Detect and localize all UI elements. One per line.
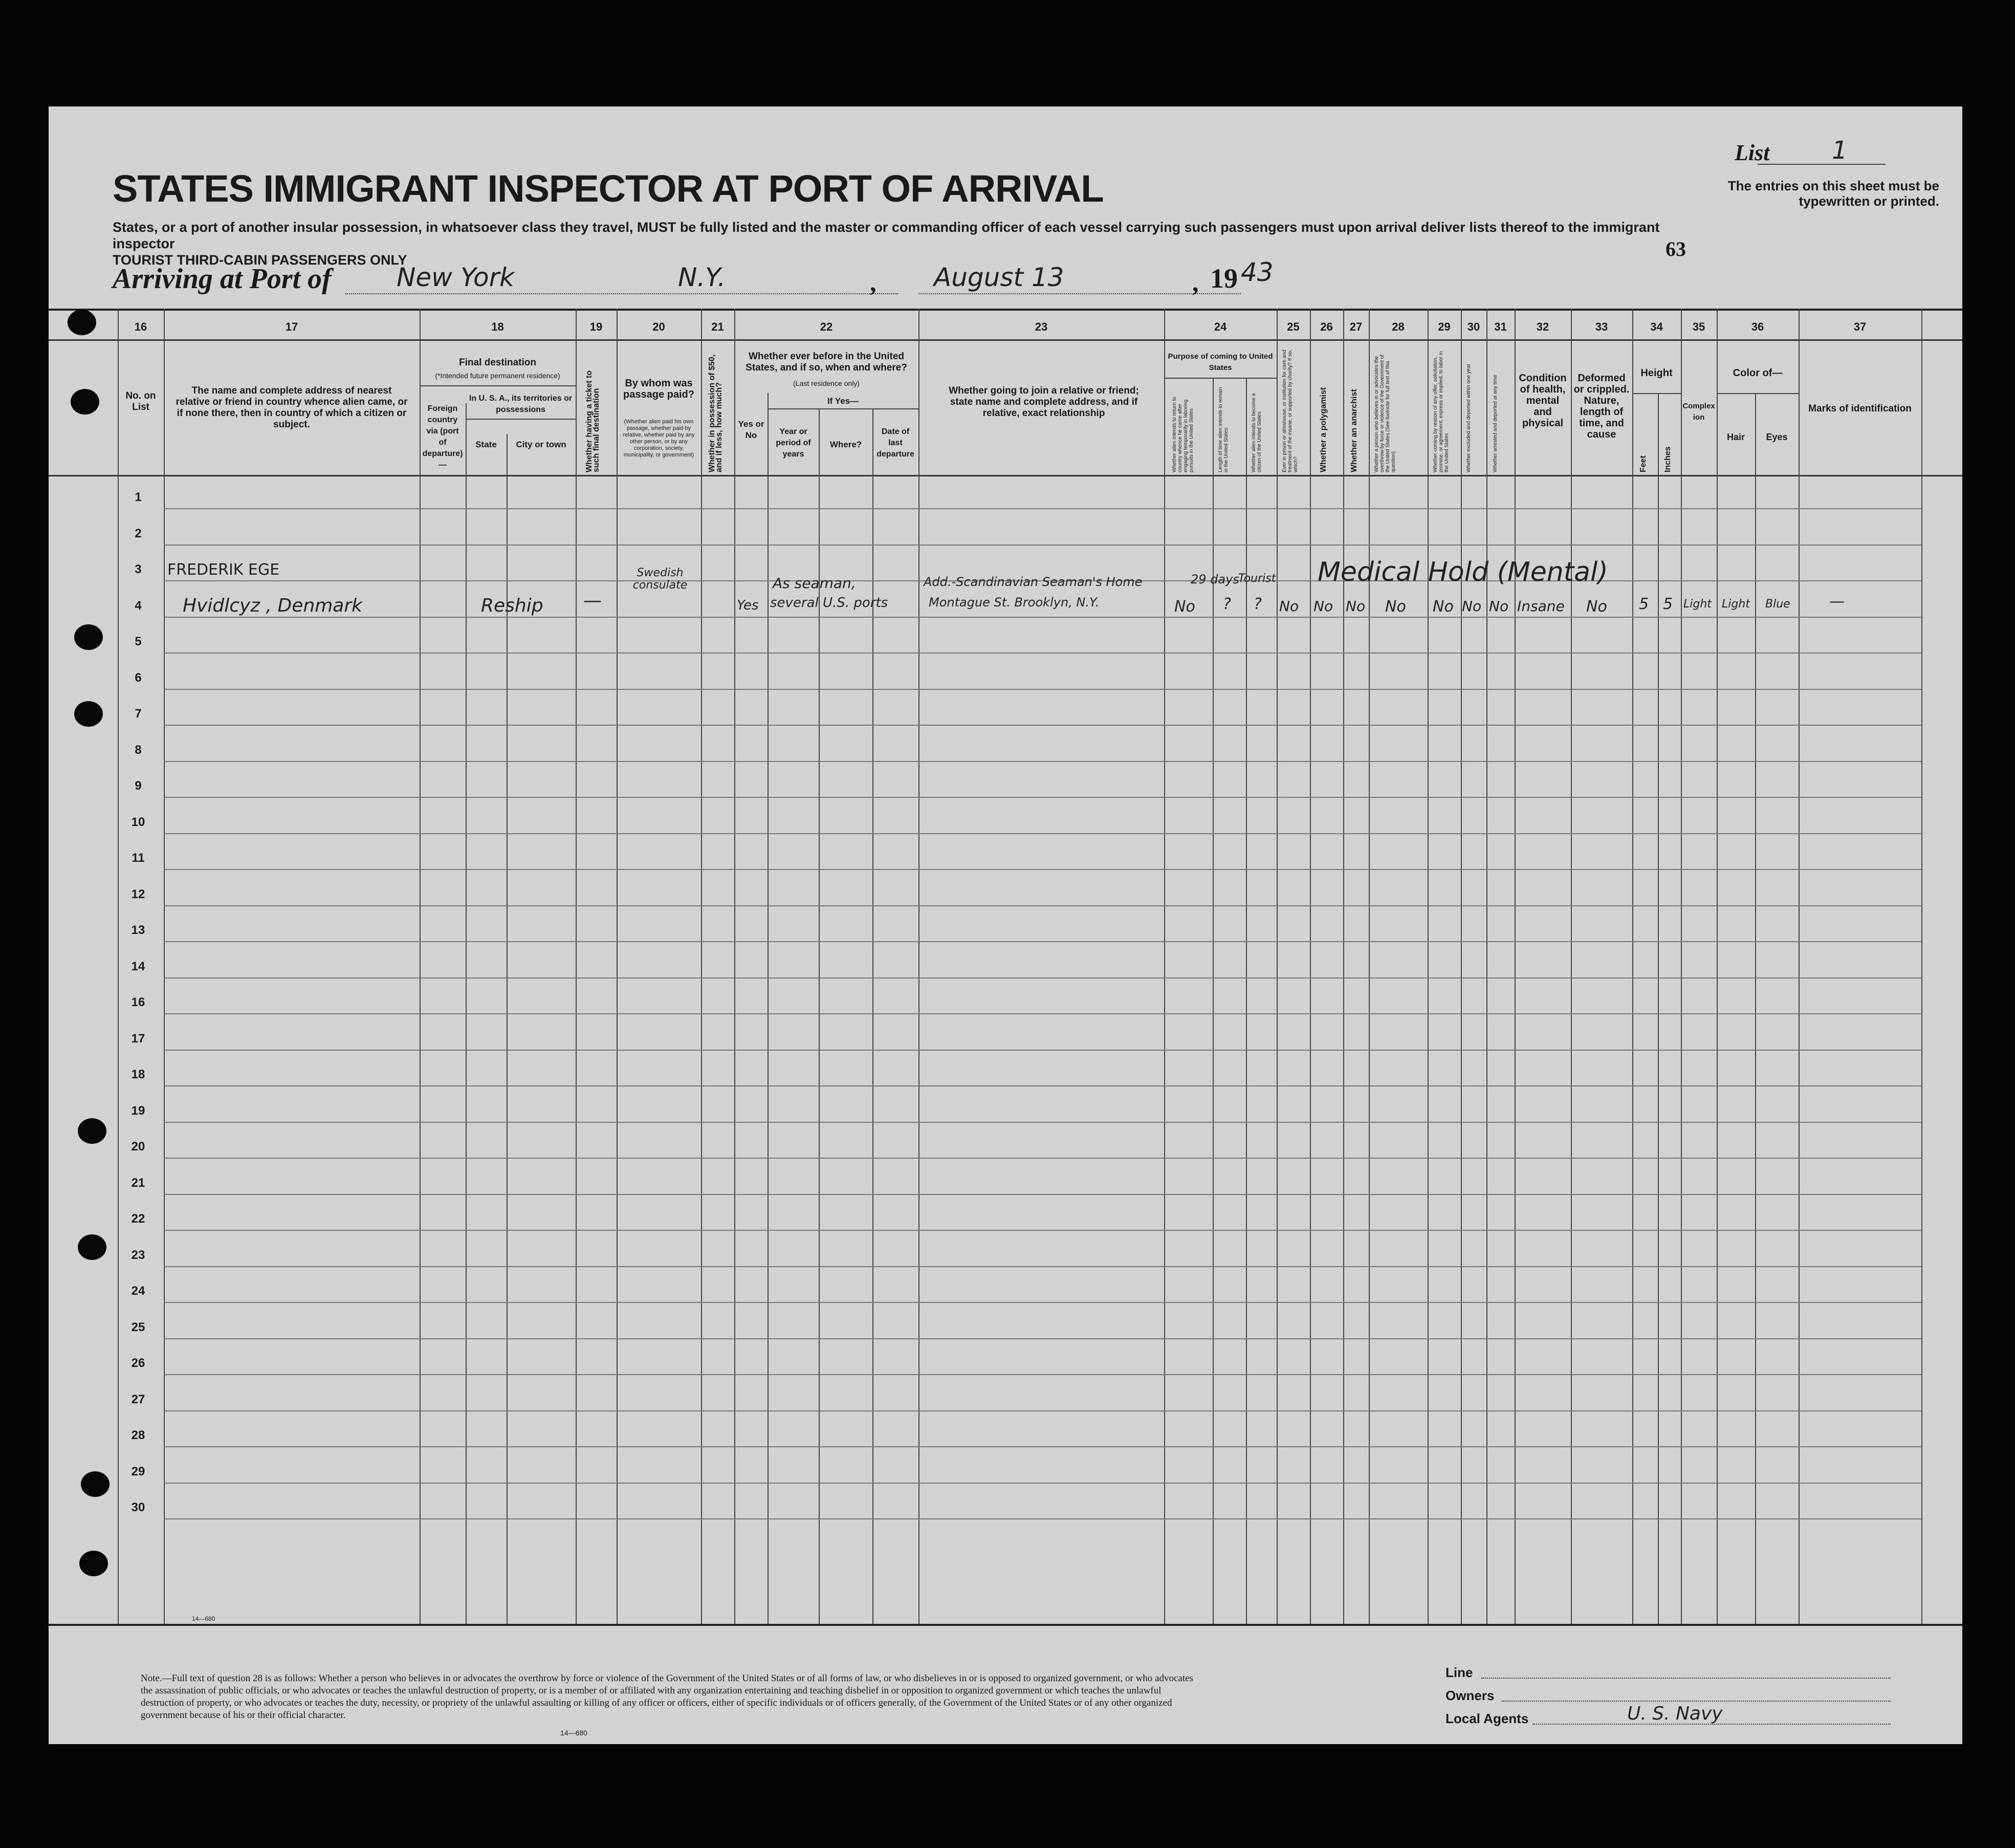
header-27: Whether an anarchist bbox=[1350, 389, 1359, 472]
row-line bbox=[164, 797, 1921, 798]
row-number: 29 bbox=[131, 1464, 145, 1479]
row-line bbox=[164, 1085, 1921, 1086]
colnum-29: 29 bbox=[1438, 320, 1451, 333]
header-city: City or town bbox=[516, 440, 566, 449]
row-number: 20 bbox=[131, 1140, 145, 1154]
vline-22a bbox=[768, 393, 769, 1624]
punch-hole bbox=[78, 1234, 106, 1260]
entry-eyes: Blue bbox=[1765, 598, 1790, 611]
port-underline bbox=[345, 293, 898, 294]
vline-32 bbox=[1515, 309, 1516, 1624]
header-hair: Hair bbox=[1726, 432, 1745, 442]
vline-22c bbox=[872, 408, 873, 1624]
year-prefix: 19 bbox=[1210, 263, 1238, 294]
row-line bbox=[164, 725, 1921, 726]
row-line bbox=[164, 653, 1921, 654]
entry-medical-hold: Medical Hold (Mental) bbox=[1318, 557, 1608, 588]
header-ticket: Whether having a ticket to such final destination bbox=[585, 370, 601, 472]
list-underline bbox=[1758, 164, 1886, 165]
header-complexion: Complexion bbox=[1682, 402, 1715, 422]
header-31: Whether arrested and deported at any time bbox=[1493, 375, 1498, 472]
vline-21 bbox=[701, 309, 702, 1624]
entry-deformed: No bbox=[1586, 598, 1607, 616]
vline-30 bbox=[1461, 309, 1462, 1624]
colnum-33: 33 bbox=[1595, 320, 1608, 333]
row-number: 18 bbox=[131, 1068, 145, 1081]
entry-relative-address: Hvidlcyz , Denmark bbox=[183, 595, 363, 616]
agents-label: Local Agents bbox=[1445, 1711, 1529, 1726]
row-number: 16 bbox=[131, 995, 145, 1009]
vline-24a bbox=[1213, 378, 1214, 1624]
color-rule bbox=[1717, 393, 1799, 394]
colnum-26: 26 bbox=[1320, 320, 1333, 333]
row-line bbox=[164, 689, 1921, 690]
vline-24b bbox=[1246, 378, 1247, 1624]
entry-before-yes: Yes bbox=[737, 598, 759, 613]
form-code: 14—680 bbox=[560, 1729, 587, 1737]
header-24a: Whether alien intends to return to country whence he came after engaging temporarily in laboring pursuits in the United States bbox=[1172, 397, 1194, 472]
header-final-destination: Final destination bbox=[459, 357, 536, 368]
vline-28 bbox=[1369, 309, 1370, 1624]
header-yes-no: Yes or No bbox=[738, 419, 764, 440]
vline-25 bbox=[1277, 309, 1278, 1624]
row-line bbox=[164, 508, 1921, 509]
row-line bbox=[164, 1374, 1921, 1375]
row-line bbox=[164, 1338, 1921, 1339]
colnum-32: 32 bbox=[1536, 320, 1549, 333]
entry-c31: No bbox=[1489, 598, 1509, 615]
entry-c26: No bbox=[1313, 598, 1333, 615]
comma-2: , bbox=[1192, 268, 1199, 297]
entry-c30: No bbox=[1462, 598, 1482, 615]
vline-16 bbox=[118, 309, 119, 1624]
row-number: 8 bbox=[135, 743, 142, 757]
row-line bbox=[164, 1013, 1921, 1014]
agents-value: U. S. Navy bbox=[1627, 1703, 1723, 1724]
header-foreign-country: Foreign country via (port of departure)— bbox=[422, 404, 463, 469]
colnum-30: 30 bbox=[1467, 320, 1480, 333]
row-line bbox=[164, 1194, 1921, 1195]
stamp-number: 63 bbox=[1666, 237, 1686, 260]
row-number: 11 bbox=[132, 851, 145, 865]
header-year-period: Year or period of years bbox=[776, 427, 811, 459]
header-in-usa: In U. S. A., its territories or possessions bbox=[469, 394, 573, 414]
header-money: Whether in possession of $50, and if less, how much? bbox=[708, 354, 724, 472]
owners-underline bbox=[1502, 1701, 1891, 1702]
header-26: Whether a polygamist bbox=[1319, 387, 1328, 472]
list-number: 1 bbox=[1832, 136, 1848, 165]
header-bottom-rule bbox=[49, 475, 1962, 476]
colnum-20: 20 bbox=[652, 320, 665, 333]
row-number: 9 bbox=[135, 779, 142, 793]
arriving-label: Arriving at Port of bbox=[113, 263, 332, 295]
entry-complexion: Light bbox=[1683, 598, 1712, 611]
header-marks: Marks of identification bbox=[1808, 403, 1912, 414]
entry-purpose-24b: ? bbox=[1223, 595, 1231, 613]
row-number: 30 bbox=[131, 1501, 145, 1514]
row-number: 6 bbox=[135, 670, 142, 685]
entry-purpose-time: 29 days bbox=[1191, 572, 1239, 586]
row-number: 2 bbox=[135, 526, 142, 540]
header-condition: Condition of health, mental and physical bbox=[1519, 373, 1567, 429]
colnum-31: 31 bbox=[1494, 320, 1507, 333]
row-number: 27 bbox=[131, 1392, 145, 1406]
manifest-sheet bbox=[49, 106, 1962, 1744]
in-usa-rule bbox=[466, 419, 576, 420]
header-24c: Whether alien intends to become a citizen of the United States bbox=[1251, 393, 1262, 472]
row-line bbox=[164, 1050, 1921, 1051]
punch-hole bbox=[68, 310, 96, 335]
row-line bbox=[164, 1230, 1921, 1231]
row-number: 17 bbox=[131, 1031, 145, 1046]
colnum-18: 18 bbox=[491, 320, 504, 333]
header-final-destination-note: (*Intended future permanent residence) bbox=[435, 372, 560, 380]
port-state: N.Y. bbox=[678, 263, 726, 292]
vline-18 bbox=[420, 309, 421, 1624]
table-top-rule bbox=[49, 309, 1962, 311]
purpose-rule bbox=[1164, 378, 1277, 379]
entry-c28: No bbox=[1385, 598, 1406, 616]
row-number: 14 bbox=[131, 959, 145, 973]
vline-31 bbox=[1486, 309, 1487, 1624]
row-number: 28 bbox=[131, 1428, 145, 1442]
colnum-36: 36 bbox=[1751, 320, 1764, 333]
vline-35 bbox=[1681, 309, 1682, 1624]
colnum-27: 27 bbox=[1349, 320, 1363, 333]
vline-36 bbox=[1717, 309, 1718, 1624]
page-title: STATES IMMIGRANT INSPECTOR AT PORT OF ARRIVAL bbox=[113, 167, 1104, 210]
row-line bbox=[164, 1266, 1921, 1267]
header-no-on-list: No. on List bbox=[125, 390, 156, 412]
entry-tourist-note: Tourist bbox=[1238, 572, 1276, 585]
header-if-yes: If Yes— bbox=[827, 396, 859, 406]
punch-hole bbox=[79, 1551, 108, 1576]
header-last-residence: (Last residence only) bbox=[793, 379, 860, 387]
row-line bbox=[164, 1483, 1921, 1484]
vline-26 bbox=[1310, 309, 1311, 1624]
typewritten-note: The entries on this sheet must be typewritten or printed. bbox=[1727, 178, 1939, 209]
if-yes-rule bbox=[768, 408, 918, 409]
entry-feet: 5 bbox=[1639, 595, 1649, 613]
row-number: 13 bbox=[131, 923, 145, 937]
header-relative: The name and complete address of nearest relative or friend in country whence alien came, or if none there, then in country of which a citizen or subject. bbox=[176, 385, 408, 430]
entry-before-where: several U.S. ports bbox=[770, 595, 888, 611]
colnum-19: 19 bbox=[589, 320, 603, 333]
entry-relative-name: FREDERIK EGE bbox=[167, 561, 280, 579]
height-rule bbox=[1632, 393, 1681, 394]
entry-passage-paid: Swedish consulate bbox=[632, 567, 688, 592]
entry-before-years: As seaman, bbox=[773, 575, 856, 592]
header-29: Whether coming by reason of any offer, solicitation, promise, or agreement, express or implied, to labor in the United States bbox=[1433, 351, 1450, 472]
row-line bbox=[164, 1122, 1921, 1123]
entry-final-state: Reship bbox=[481, 595, 543, 616]
colnum-16: 16 bbox=[134, 320, 147, 333]
header-passage-paid: By whom was passage paid? bbox=[623, 378, 694, 400]
row-number: 4 bbox=[135, 598, 142, 613]
entry-hair: Light bbox=[1722, 598, 1750, 611]
line-underline bbox=[1481, 1678, 1891, 1679]
vline-20 bbox=[617, 309, 618, 1624]
row-line bbox=[164, 869, 1921, 870]
row-number: 22 bbox=[131, 1212, 145, 1226]
header-ever-before: Whether ever before in the United States, and if so, when and where? bbox=[746, 351, 907, 373]
line-label: Line bbox=[1445, 1665, 1473, 1680]
punch-hole bbox=[78, 1118, 106, 1144]
header-inches: Inches bbox=[1663, 446, 1672, 472]
vline-27 bbox=[1343, 309, 1344, 1624]
row-number: 21 bbox=[131, 1176, 145, 1190]
row-line bbox=[164, 545, 1921, 546]
punch-hole bbox=[74, 701, 103, 727]
entry-condition: Insane bbox=[1517, 598, 1565, 615]
header-eyes: Eyes bbox=[1766, 432, 1788, 442]
header-passage-note: (Whether alien paid his own passage, whether paid by relative, whether paid by any other person, or by any corporation, society, municipality, or government) bbox=[623, 419, 695, 458]
vline-34 bbox=[1632, 309, 1633, 1624]
list-label: List bbox=[1735, 140, 1770, 165]
row-number: 3 bbox=[135, 562, 142, 576]
vline-17 bbox=[164, 309, 165, 1624]
header-date-departure: Date of last departure bbox=[877, 427, 914, 459]
instructions-line2: TOURIST THIRD-CABIN PASSENGERS ONLY bbox=[113, 252, 407, 268]
row-line bbox=[164, 1518, 1921, 1519]
vline-19 bbox=[576, 309, 577, 1624]
port-name: New York bbox=[397, 263, 515, 292]
final-dest-rule bbox=[420, 385, 576, 386]
entry-purpose-citizen: ? bbox=[1254, 595, 1262, 613]
footnote: Note.—Full text of question 28 is as follows: Whether a person who believes in or advocates the overthrow by force or violence of the Government of the United States or of all forms of law, or who disbelieves in or is opposed to organized government, or who advocates the assassination of public officials, or who advocates or teaches the unlawful destruction of property, or is a member of or affiliated with any organization entertaining and teaching disbelief in or opposition to organized government or which teaches the unlawful destruction of property, or who advocates or teaches the duty, necessity, or propriety of the unlawful assaulting or killing of any officer or officers, either of specific individuals or of officers generally, of the Government of the United States or of any other organized government because of his or their official character. bbox=[141, 1673, 1193, 1721]
colnum-28: 28 bbox=[1392, 320, 1405, 333]
colnum-25: 25 bbox=[1287, 320, 1300, 333]
header-30: Whether excluded and deported within one year bbox=[1466, 363, 1472, 472]
row-line bbox=[164, 1302, 1921, 1303]
row-number: 1 bbox=[135, 490, 142, 504]
table-bottom-rule bbox=[49, 1624, 1962, 1626]
row-line bbox=[164, 1410, 1921, 1411]
header-state: State bbox=[475, 440, 497, 449]
arrival-date: August 13 bbox=[934, 263, 1064, 292]
header-28: Whether a person who believes in or advocates the overthrow by force or violence of the Government of the United States (See footnote for full text of this question) bbox=[1374, 354, 1396, 472]
form-code-small: 14—680 bbox=[192, 1615, 215, 1622]
entry-joining-line2: Montague St. Brooklyn, N.Y. bbox=[929, 595, 1100, 610]
row-line bbox=[164, 1446, 1921, 1447]
row-number: 12 bbox=[131, 887, 145, 901]
entry-c29: No bbox=[1433, 598, 1454, 616]
colnum-34: 34 bbox=[1650, 320, 1663, 333]
row-line bbox=[164, 761, 1921, 762]
vline-23 bbox=[918, 309, 919, 1624]
row-line bbox=[164, 1158, 1921, 1159]
punch-hole bbox=[81, 1471, 109, 1497]
row-line bbox=[164, 833, 1921, 834]
colnum-22: 22 bbox=[820, 320, 833, 333]
row-line bbox=[164, 941, 1921, 942]
colnum-23: 23 bbox=[1035, 320, 1048, 333]
header-height: Height bbox=[1640, 367, 1673, 379]
vline-38 bbox=[1921, 309, 1922, 1624]
row-number: 19 bbox=[131, 1103, 145, 1118]
entry-marks: — bbox=[1829, 593, 1842, 611]
year-suffix: 43 bbox=[1241, 257, 1274, 287]
vline-24 bbox=[1164, 309, 1165, 1624]
header-where: Where? bbox=[829, 440, 862, 449]
punch-hole bbox=[71, 389, 99, 415]
header-24b: Length of time alien intends to remain in the United States bbox=[1218, 387, 1229, 472]
row-number: 23 bbox=[131, 1248, 145, 1262]
vline-22 bbox=[734, 309, 735, 1624]
owners-label: Owners bbox=[1445, 1688, 1495, 1703]
header-25: Ever in prison or almshouse, or institution for care and treatment of the insane, or supported by charity? If so, which? bbox=[1282, 350, 1299, 472]
entry-inches: 5 bbox=[1663, 595, 1673, 613]
colnum-rule bbox=[49, 339, 1962, 341]
row-number: 25 bbox=[131, 1320, 145, 1334]
entry-ticket: — bbox=[583, 590, 602, 611]
header-purpose: Purpose of coming to United States bbox=[1168, 352, 1273, 372]
header-color-of: Color of— bbox=[1733, 367, 1783, 379]
colnum-24: 24 bbox=[1214, 320, 1227, 333]
row-line bbox=[164, 617, 1921, 618]
row-number: 10 bbox=[131, 815, 145, 829]
entry-joining-line1: Add.-Scandinavian Seaman's Home bbox=[924, 575, 1143, 589]
header-deformed: Deformed or crippled. Nature, length of time, and cause bbox=[1573, 373, 1630, 440]
vline-33 bbox=[1571, 309, 1572, 1624]
colnum-37: 37 bbox=[1853, 320, 1867, 333]
row-number: 24 bbox=[131, 1284, 145, 1298]
row-line bbox=[164, 905, 1921, 906]
row-line bbox=[164, 977, 1921, 979]
vline-34a bbox=[1658, 393, 1659, 1624]
row-number: 26 bbox=[131, 1356, 145, 1370]
punch-hole bbox=[74, 624, 103, 650]
entry-c25: No bbox=[1279, 598, 1299, 615]
colnum-35: 35 bbox=[1692, 320, 1705, 333]
row-number: 7 bbox=[135, 707, 142, 721]
vline-36a bbox=[1755, 393, 1756, 1624]
vline-29 bbox=[1428, 309, 1429, 1624]
entry-purpose-24a: No bbox=[1174, 598, 1195, 616]
instructions bbox=[113, 219, 1673, 268]
colnum-21: 21 bbox=[711, 320, 724, 333]
row-number: 5 bbox=[135, 635, 142, 648]
header-feet: Feet bbox=[1639, 455, 1648, 472]
header-joining: Whether going to join a relative or friend; state name and complete address, and if relative, exact relationship bbox=[949, 385, 1139, 419]
instructions-line1: States, or a port of another insular possession, in whatsoever class they travel, MUST be fully listed and the master or commanding officer of each vessel carrying such passengers must upon arrival deliver lists thereof to the immigrant inspector bbox=[113, 220, 1660, 251]
comma-1: , bbox=[870, 268, 877, 297]
entry-c27: No bbox=[1346, 598, 1366, 615]
vline-37 bbox=[1799, 309, 1800, 1624]
colnum-17: 17 bbox=[285, 320, 298, 333]
